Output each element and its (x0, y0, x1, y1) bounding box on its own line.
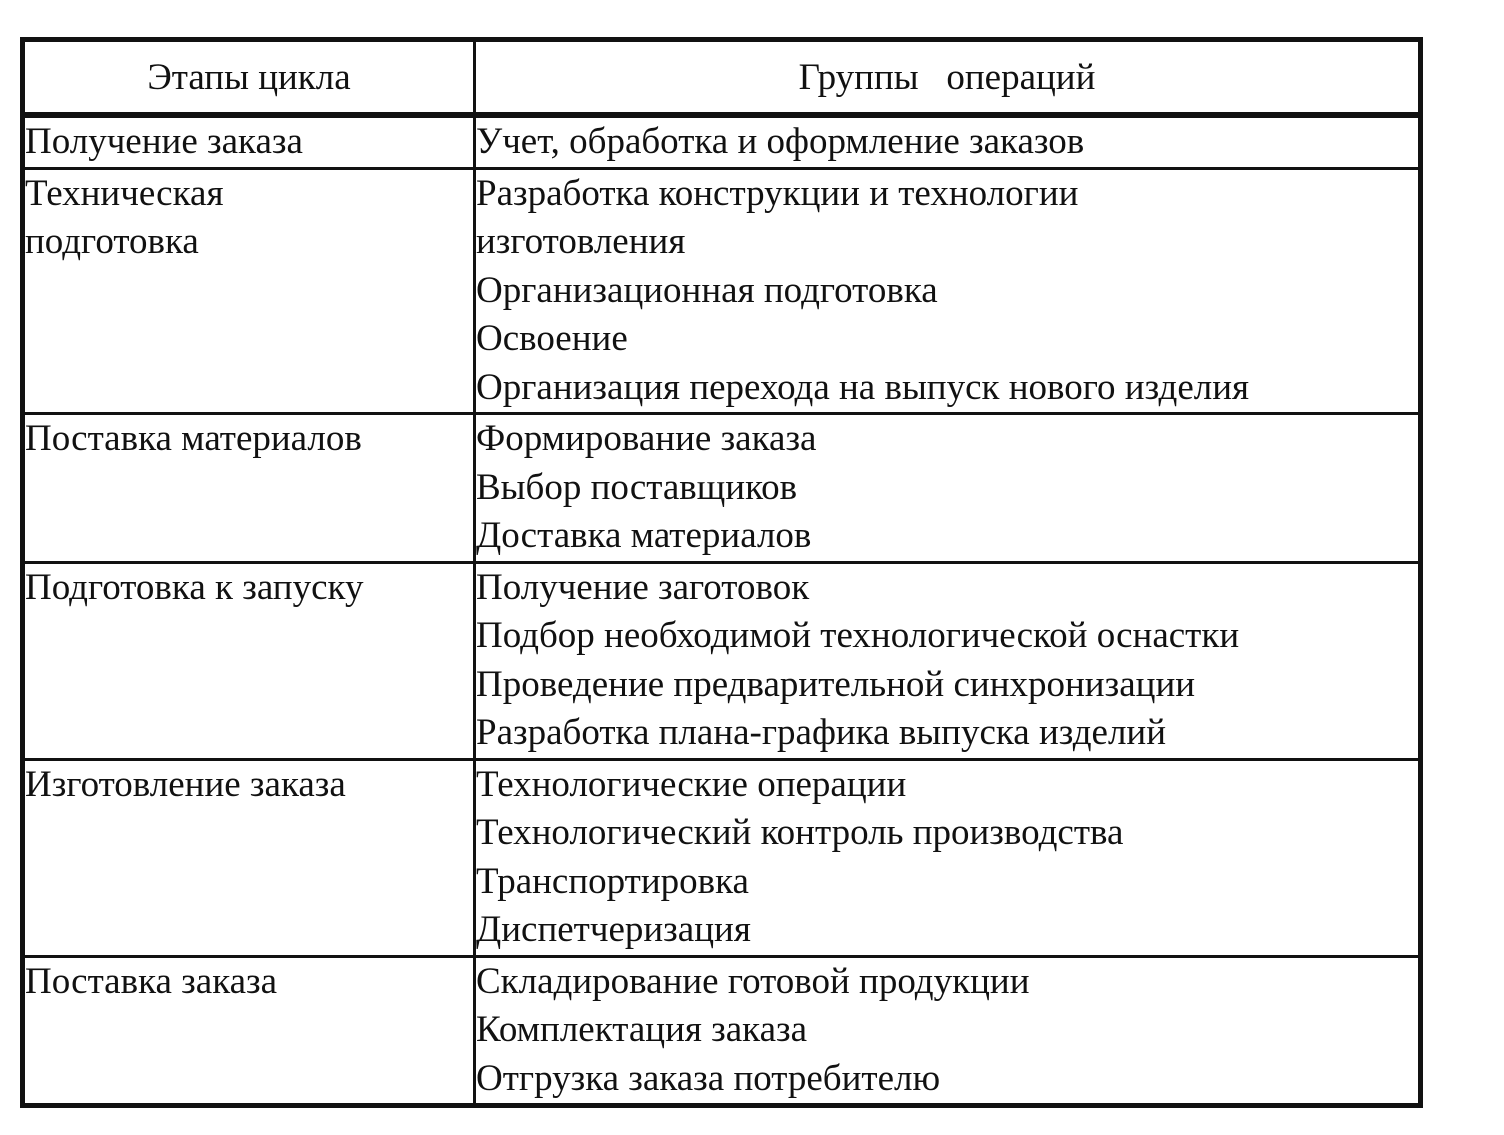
stage-cell (23, 115, 475, 168)
stage-label: Поставка материалов (25, 418, 362, 459)
operation-item: Диспетчеризация (476, 909, 751, 950)
operation-item: Отгрузка заказа потребителю (476, 1057, 941, 1099)
operation-item: Разработка конструкции и технологии (476, 172, 1079, 214)
stage-cell (23, 759, 475, 956)
operation-item: Подбор необходимой технологической оснастки (476, 615, 1240, 656)
table-row (23, 115, 1421, 168)
operations-cell (475, 956, 1421, 1106)
operation-item: Освоение (476, 318, 628, 359)
stage-label: Получение заказа (25, 121, 303, 162)
operation-item: Учет, обработка и оформление заказов (476, 121, 1085, 162)
operation-item: Получение заготовок (476, 566, 810, 608)
operations-cell (475, 759, 1421, 956)
table-row (23, 414, 1421, 563)
header-operations: Группы операций (475, 40, 1421, 116)
table-header-row (23, 40, 1421, 116)
operation-item: Транспортировка (476, 860, 749, 902)
table-row (23, 562, 1421, 759)
stage-cell (23, 956, 475, 1106)
operation-item: Технологические операции (476, 763, 907, 805)
table-row (23, 168, 1421, 414)
stage-label: Изготовление заказа (25, 763, 346, 805)
operation-item: Комплектация заказа (476, 1009, 808, 1050)
operation-item: Проведение предварительной синхронизации (476, 663, 1196, 705)
operation-item: Выбор поставщиков (476, 466, 798, 508)
operation-item: Доставка материалов (476, 515, 812, 556)
stage-label: Поставка заказа (25, 960, 278, 1002)
production-cycle-table (20, 37, 1423, 1108)
operation-item: Организация перехода на выпуск нового изделия (476, 366, 1250, 408)
operations-cell (475, 115, 1421, 168)
stage-label: Подготовка к запуску (25, 566, 364, 608)
stage-cell (23, 168, 475, 414)
stage-cell (23, 414, 475, 563)
table-row (23, 759, 1421, 956)
header-stage: Этапы цикла (23, 40, 475, 116)
stage-label: Техническая подготовка (25, 172, 224, 262)
table-row (23, 956, 1421, 1106)
operations-cell (475, 562, 1421, 759)
stage-cell (23, 562, 475, 759)
operation-item: изготовления (476, 221, 686, 262)
operation-item: Формирование заказа (476, 418, 817, 459)
operations-cell (475, 168, 1421, 414)
operation-item: Технологический контроль производства (476, 812, 1124, 853)
operations-cell (475, 414, 1421, 563)
operation-item: Складирование готовой продукции (476, 960, 1030, 1002)
operation-item: Разработка плана-графика выпуска изделий (476, 712, 1167, 753)
operation-item: Организационная подготовка (476, 269, 938, 311)
